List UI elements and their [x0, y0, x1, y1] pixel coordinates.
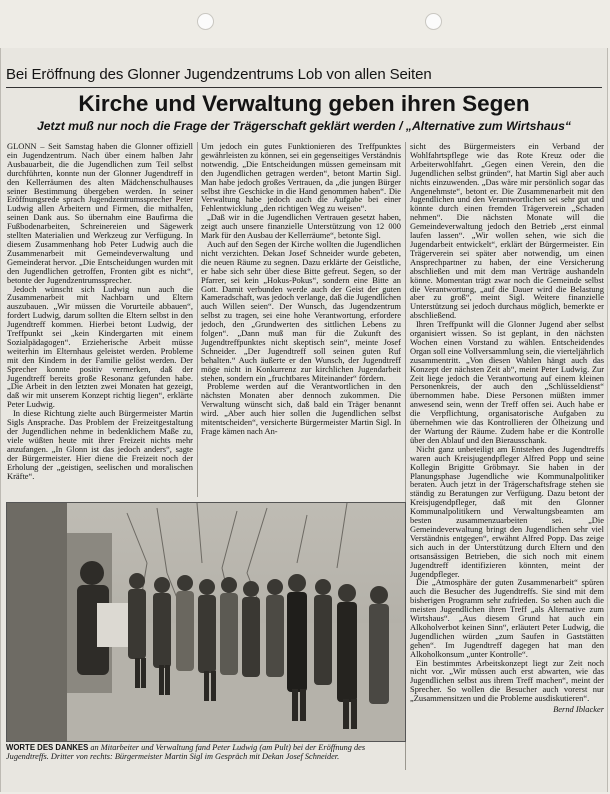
- article-paragraph: „Daß wir in die Jugendlichen Vertrauen gesetzt haben, zeigt auch unsere finanzielle Unterstützung von 12 000 Mark für den Ausbau der Kellerräume“, betonte Sigl.: [201, 212, 401, 241]
- column-divider: [197, 142, 198, 497]
- article-paragraph: Um jedoch ein gutes Funktionieren des Treffpunktes gewährleisten zu können, sei ein gegenseitiges Verständnis notwendig. „Die Entscheidungen müssen gemeinsam mit den Jugendlichen getragen werden“, betont Martin Sigl. Man habe jedoch großes Vertrauen, da „die jungen Bürger selbst ihre Geschicke in die Hand genommen haben“. Die Verwaltung habe jedoch auch die Aufgabe bei einer Fehlentwicklung „den richtigen Weg zu weisen“.: [201, 142, 401, 214]
- article-column-2: [201, 142, 401, 497]
- event-photo: [6, 502, 406, 742]
- caption-text: an Mitarbeiter und Verwaltung fand Peter Ludwig (am Pult) bei der Eröffnung des Jugendtreffs. Dritter von rechts: Bürgermeister Martin Sigl im Gespräch mit Dekan Josef Schneider.: [6, 743, 366, 762]
- article-paragraph: sicht des Bürgermeisters ein Verband der Wohlfahrtspflege wie das Rote Kreuz oder die Arbeiterwohlfahrt. „Gegen einen Verein, den die Jugendlichen selbst gründen“, hat Martin Sigl aber auch nichts einzuwenden. „Das wäre mir persönlich sogar das Angenehmste“, betont er. Die Zusammenarbeit mit den Jugendlichen und den Verantwortlichen sei sehr gut und könnte durch einen fremden Trägerverein „Schaden nehmen“. Die nächsten Monate will die Gemeindeverwaltung jedoch den Betrieb „erst einmal laufen lassen“. „Wir wollen sehen, wie sich die Jugendarbeit entwickelt“, erklärt der Bürgermeister. Ein Trägerverein sei später aber notwendig, um einen Ansprechpartner zu haben, der eine Versicherung abschließen und mit dem man Verträge aushandeln könne. Momentan trägt zwar noch die Gemeinde selbst die Verantwortung, „auf die Dauer wird die Belastung aber zu groß“, meint Sigl. Weitere finanzielle Unterstützung sei jedoch durchaus möglich, bemerkte er abschließend.: [410, 142, 604, 321]
- article-paragraph: In diese Richtung zielte auch Bürgermeister Martin Sigls Ansprache. Das Problem der Freizeitgestaltung der Jugendlichen nehme in bedenklichem Maße zu, viele wüßten heute mit ihrer Freizeit nichts mehr anzufangen. „In Glonn ist das jedoch anders“, sagte der Bürgermeister. Hier diene die Freizeit noch der Erholung der „geistigen, seelischen und moralischen Kräfte“.: [7, 408, 193, 481]
- kicker-headline: Bei Eröffnung des Glonner Jugendzentrums Lob von allen Seiten: [6, 66, 432, 83]
- photo-caption: [6, 743, 404, 761]
- article-column-3: [410, 142, 604, 770]
- sub-headline: Jetzt muß nur noch die Frage der Trägerschaft geklärt werden / „Alternative zum Wirtshaus“: [36, 119, 571, 133]
- article-paragraph: Ein bestimmtes Arbeitskonzept liegt zur Zeit noch nicht vor. „Wir müssen auch erst abwarten, wie das Jugendlichen selbst aus ihrem Treff machen“, meint der Sprecher. So wollen die Besucher auch vorerst nur „Zusammensitzen und die Probleme ausdiskutieren“.: [410, 657, 604, 704]
- article-paragraph: Ihren Treffpunkt will die Glonner Jugend aber selbst organisiert wissen. So ist geplant, in den nächsten Wochen einen Vorstand zu wählen. Entscheidendes Organ soll eine Vollversammlung sein, die vierteljährlich zusammentritt. „Von diesen Wahlen hängt auch das Konzept der nächsten Zeit ab“, meint Peter Ludwig. Zur Zeit liege jedoch die Verantwortung auf einem kleinen Personenkreis, der auch den „Schlüsseldienst“ übernommen habe. Diese Personen müßten immer anwesend sein, wenn der Treff offen sei. Auch habe er die Verpflichtung, organisatorische Aufgaben zu übernehmen wie das Kontrollieren der Ölheizung und der Wartung der Räume. Zudem habe er die Kontrolle über den Ablauf und den Bierausschank.: [410, 319, 604, 445]
- kicker-rule: [6, 87, 602, 88]
- article-column-1: [7, 142, 193, 497]
- article-paragraph: Jedoch wünscht sich Ludwig nun auch die Zusammenarbeit mit Nachbarn und Eltern auszubauen. „Wir müssen die Vorurteile abbauen“, fordert Ludwig, darum sollten die Eltern selbst in den Jugendtreff kommen. Hierbei betont Ludwig, der Treffpunkt sei „kein Kindergarten mit einem Sozialpädagogen“. Erzieherische Arbeit müsse weiterhin im Elternhaus geleistet werden. Probleme mit den Kindern in der Familie gelöst werden. Der Sprecher konnte positiv vermerken, daß der Jugendtreff bereits große Resonanz gefunden habe. „Die Arbeit in den letzten zwei Monaten hat gezeigt, daß wir mit unserem Konzept richtig liegen“, erklärte Peter Ludwig.: [7, 283, 193, 410]
- article-paragraph: Die „Atmosphäre der guten Zusammenarbeit“ spüren auch die Besucher des Jugendtreffs. Sie sind mit dem bisherigen Programm sehr zufrieden. So sehen auch die meisten Jugendlichen ihren Treff „als Alternative zum Wirtshaus“. „Aus diesem Grund hat auch ein Alkoholverbot keinen Sinn“, erläutert Peter Ludwig, die Jugendlichen würden „zum Saufen in Gaststätten gehen“. Im Jugendtreff dagegen hat man den Alkoholkonsum „unter Kontrolle“.: [410, 577, 604, 659]
- article-paragraph: Auch auf den Segen der Kirche wollten die Jugendlichen nicht verzichten. Dekan Josef Schneider wurde gebeten, die neuen Räume zu segnen. Dazu erklärte der Geistliche, er habe sich sehr über diese Bitte gefreut. Segen, so der Pfarrer, sei kein „Hokus-Pokus“, sondern eine Bitte an Gott. Damit verbunden werde auch der Geist der guten Kameradschaft, was jedoch verlange, daß die Jugendlichen auch Willen seien“. Der Wunsch, das Jugendzentrum selbst zu tragen, sei eine hohe Verantwortung, erfordere jedoch, den „Grundwerten des sittlichen Lebens zu folgen“. „Dann muß man für die Zukunft des Jugendtreffpunktes nicht skeptisch sein“, meinte Josef Schneider. „Der Jugendtreff soll seinen guten Ruf behalten.“ Auch äußerte er den Wunsch, der Jugendtreff möge nicht in Konkurrenz zur kirchlichen Jugendarbeit stehen, sondern ein „fruchtbares Miteinander“ fördern.: [201, 238, 401, 383]
- author-byline: Bernd Iblacker: [553, 704, 604, 715]
- punch-hole-icon: [425, 13, 442, 30]
- article-paragraph: GLONN – Seit Samstag haben die Glonner offiziell ein Jugendzentrum. Nach über einem halben Jahr Ausbauarbeit, die die Jugendlichen zum Teil selbst durchführten, konnte nun der Glonner Jugendtreff in den Kellerräumen des alten Mädchenschulhauses seiner Bestimmung übergeben werden. In seiner Eröffnungsrede sprach Jugendzentrumssprecher Peter Ludwig allen Arbeitern und Firmen, die mithalfen, seinen Dank aus. So übernahm eine Baufirma die Fußbodenarbeiten, Schreinereien und Sägewerk stellten Materialien und Werkzeug zur Verfügung. In diesem Zusammenhang hob Peter Ludwig auch die Zusammenarbeit mit Gemeindeverwaltung und Gemeinderat hervor. „Die Entscheidungen wurden mit den Jugendlichen getroffen, Fronten gibt es nicht“, betonte der Jugendzentrumssprecher.: [7, 142, 193, 285]
- article-paragraph: Nicht ganz unbeteiligt am Entstehen des Jugendtreffs waren auch Kreisjugendpfleger Alfred Popp und seine Kollegin Brigitte Gröbmayr. Sie haben in der Planungsphase Jugendliche wie Kommunalpolitiker beraten. Auch jetzt in der Trägerschaftsfrage stehen sie ständig zu Beratungen zur Verfügung. Dazu betont der Kreisjugendpfleger, daß mit den Glonner Kommunalpolitikern und Verwaltungsbeamten am besten zusammenzuarbeiten sei. „Die Gemeindeverwaltung bringt den Jugendlichen sehr viel Verständnis entgegen“, erwähnt Alfred Popp. Das zeige sich auch in der Unterstützung durch Eltern und den ortsansässigen Betrieben, die sich noch mit einem Jugendtreff identifizieren könnten, meint der Jugendpfleger.: [410, 443, 604, 579]
- crowd-photo-illustration: [7, 503, 405, 741]
- caption-lead: WORTE DES DANKES: [6, 743, 89, 752]
- main-headline: Kirche und Verwaltung geben ihren Segen: [78, 91, 530, 116]
- article-paragraph: Probleme werden auf die Verantwortlichen in den nächsten Monaten aber dennoch zukommen. Die Verwaltung wünscht sich, daß bald ein Träger benannt wird. „Aber auch hier sollen die Jugendlichen selbst mitentscheiden“, versicherte Bürgermeister Martin Sigl. In Frage kämen nach An-: [201, 381, 401, 436]
- punch-hole-icon: [197, 13, 214, 30]
